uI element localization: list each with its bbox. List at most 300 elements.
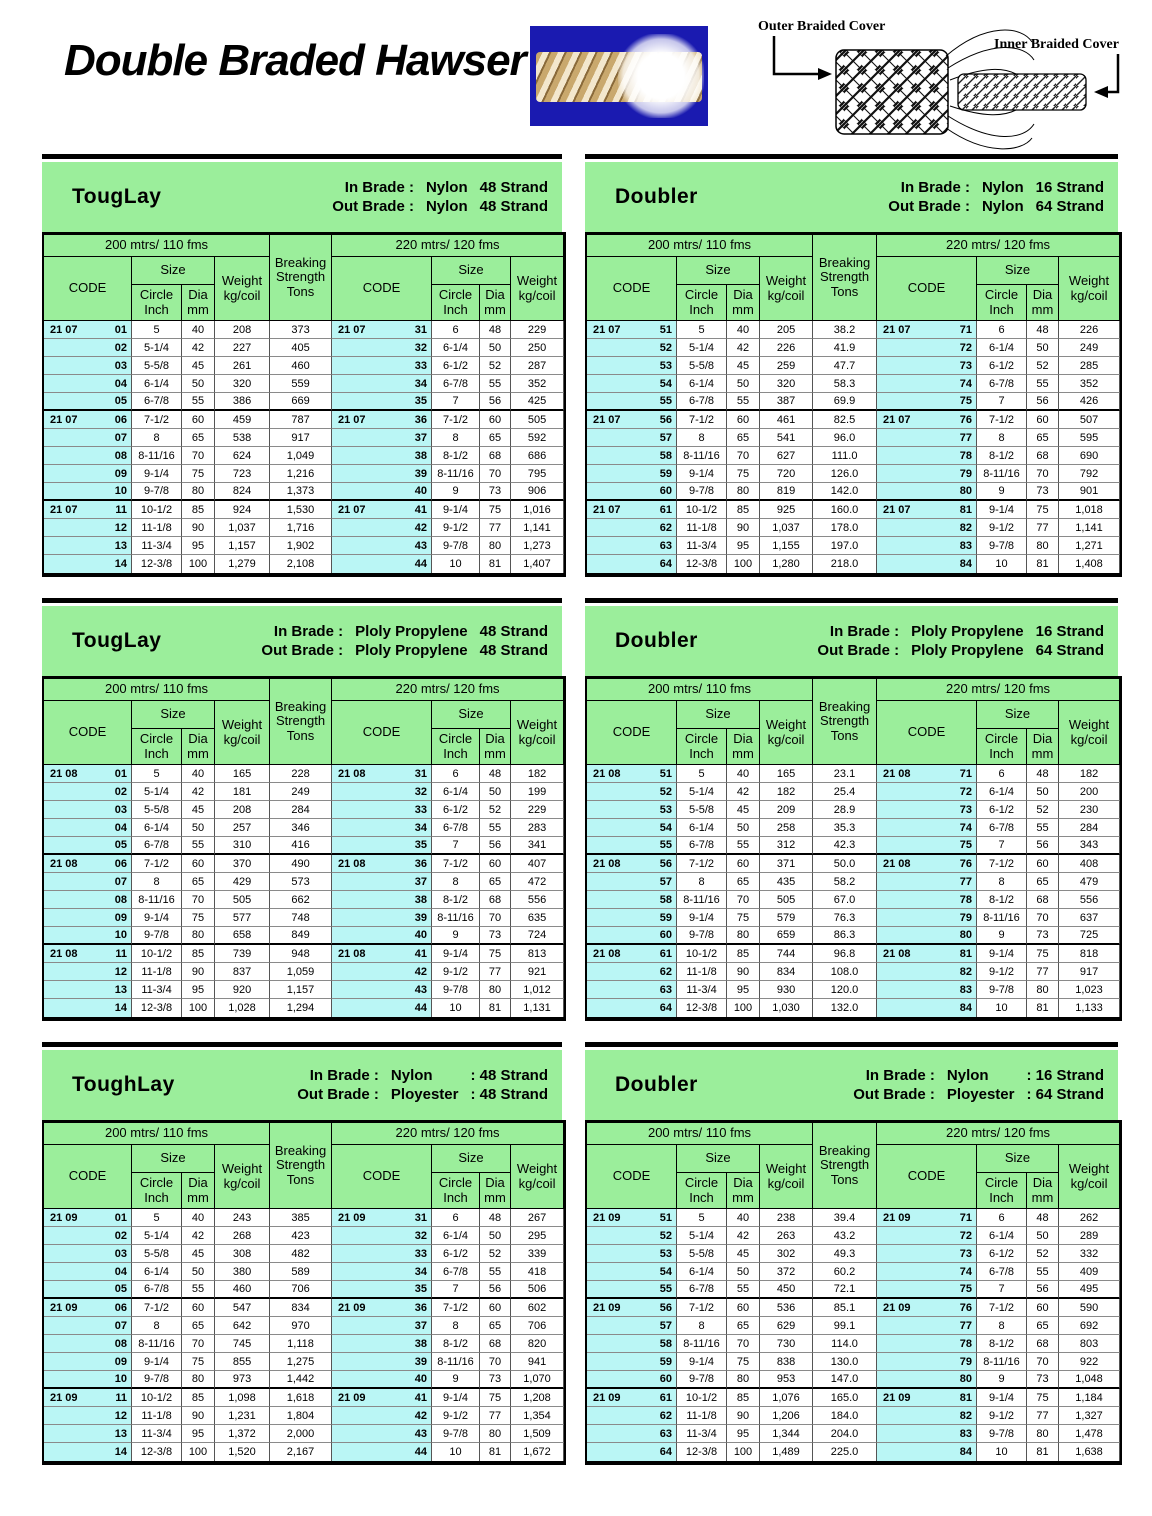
weight-cell: 855 <box>215 1353 270 1371</box>
spec-row <box>44 909 564 927</box>
code-cell <box>587 963 677 981</box>
code-cell <box>44 519 132 537</box>
code-suffix: 01 <box>114 767 127 780</box>
dia-mm-cell: 48 <box>1027 321 1059 339</box>
code-suffix: 14 <box>114 1002 127 1014</box>
weight-cell: 536 <box>760 1299 813 1317</box>
circle-inch-cell: 8-11/16 <box>977 1353 1027 1371</box>
circle-inch-cell: 11-1/8 <box>677 963 727 981</box>
dia-mm-cell: 75 <box>727 1353 760 1371</box>
code-cell <box>877 927 977 945</box>
circle-inch-cell: 7-1/2 <box>132 411 182 429</box>
code-suffix: 57 <box>659 431 672 444</box>
circle-inch-header: Circle Inch <box>432 1173 480 1209</box>
weight-cell: 579 <box>760 909 813 927</box>
code-suffix: 83 <box>959 1427 973 1440</box>
code-cell <box>587 837 677 855</box>
circle-inch-cell: 8-1/2 <box>977 447 1027 465</box>
code-cell <box>587 1353 677 1371</box>
weight-cell: 287 <box>511 357 564 375</box>
code-cell <box>332 999 432 1017</box>
code-cell <box>332 909 432 927</box>
code-suffix: 62 <box>659 965 672 978</box>
circle-inch-cell: 5-5/8 <box>677 357 727 375</box>
breaking-strength-header: Breaking Strength Tons <box>270 1123 332 1209</box>
code-suffix: 09 <box>114 911 127 924</box>
size-header: Size <box>432 1145 511 1173</box>
circle-inch-cell: 7-1/2 <box>677 855 727 873</box>
breaking-strength-cell: 228 <box>270 765 332 783</box>
dia-mm-cell: 75 <box>480 1389 511 1407</box>
code-prefix: 21 08 <box>593 767 621 780</box>
spec-row <box>587 1425 1120 1443</box>
code-suffix: 77 <box>959 431 973 444</box>
circle-inch-cell: 10-1/2 <box>132 1389 182 1407</box>
code-prefix: 21 09 <box>593 1391 621 1404</box>
dia-mm-cell: 65 <box>727 429 760 447</box>
weight-cell: 723 <box>215 465 270 483</box>
code-cell <box>877 321 977 339</box>
weight-cell: 258 <box>760 819 813 837</box>
weight-cell: 165 <box>760 765 813 783</box>
circle-inch-cell: 6-1/4 <box>677 375 727 393</box>
weight-cell: 1,327 <box>1059 1407 1120 1425</box>
code-cell <box>44 357 132 375</box>
code-cell <box>332 981 432 999</box>
breaking-strength-cell: 2,000 <box>270 1425 332 1443</box>
breaking-strength-cell: 126.0 <box>813 465 877 483</box>
table-title-band <box>585 1050 1118 1120</box>
weight-cell: 250 <box>511 339 564 357</box>
length-header-220: 220 mtrs/ 120 fms <box>332 679 564 701</box>
dia-mm-cell: 56 <box>480 837 511 855</box>
weight-header: Weight kg/coil <box>215 1145 270 1209</box>
breaking-strength-cell: 1,373 <box>270 483 332 501</box>
dia-mm-cell: 50 <box>182 1263 215 1281</box>
code-cell <box>877 1389 977 1407</box>
weight-cell: 312 <box>760 837 813 855</box>
weight-cell: 1,280 <box>760 555 813 573</box>
circle-inch-header: Circle Inch <box>977 1173 1027 1209</box>
circle-inch-cell: 8 <box>677 1317 727 1335</box>
dia-mm-cell: 60 <box>480 855 511 873</box>
code-prefix: 21 07 <box>883 323 911 336</box>
dia-mm-cell: 75 <box>182 465 215 483</box>
code-cell <box>877 981 977 999</box>
spec-row <box>587 339 1120 357</box>
code-suffix: 72 <box>959 1229 973 1242</box>
circle-inch-cell: 6 <box>977 765 1027 783</box>
spec-row <box>587 375 1120 393</box>
dia-mm-cell: 90 <box>727 963 760 981</box>
spec-row <box>587 1389 1120 1407</box>
code-cell <box>587 447 677 465</box>
product-name: ToughLay <box>72 1073 175 1096</box>
code-suffix: 74 <box>959 821 973 834</box>
code-suffix: 39 <box>414 1355 428 1368</box>
weight-cell: 930 <box>760 981 813 999</box>
size-header: Size <box>677 257 760 285</box>
breaking-strength-cell: 197.0 <box>813 537 877 555</box>
dia-mm-cell: 55 <box>727 1281 760 1299</box>
out-brade-strand: : 64 Strand <box>1026 1086 1104 1103</box>
code-cell <box>44 447 132 465</box>
weight-cell: 308 <box>215 1245 270 1263</box>
code-suffix: 43 <box>414 1427 428 1440</box>
dia-mm-cell: 56 <box>1027 1281 1059 1299</box>
circle-inch-cell: 7-1/2 <box>677 1299 727 1317</box>
breaking-strength-header: Breaking Strength Tons <box>270 679 332 765</box>
code-suffix: 09 <box>114 1355 127 1368</box>
code-cell <box>332 411 432 429</box>
code-suffix: 64 <box>659 1446 672 1458</box>
spec-row <box>587 1281 1120 1299</box>
dia-mm-cell: 70 <box>727 891 760 909</box>
weight-cell: 658 <box>215 927 270 945</box>
weight-cell: 1,489 <box>760 1443 813 1461</box>
code-cell <box>332 519 432 537</box>
out-brade-label: Out Brade : <box>297 1086 379 1103</box>
spec-row <box>587 483 1120 501</box>
braid-specs <box>261 623 548 659</box>
circle-inch-cell: 8-11/16 <box>677 447 727 465</box>
weight-cell: 380 <box>215 1263 270 1281</box>
code-cell <box>44 765 132 783</box>
spec-row <box>587 447 1120 465</box>
dia-mm-cell: 55 <box>1027 819 1059 837</box>
code-suffix: 82 <box>959 965 973 978</box>
spec-row <box>587 837 1120 855</box>
circle-inch-cell: 6-7/8 <box>677 837 727 855</box>
code-cell <box>877 801 977 819</box>
code-suffix: 12 <box>114 521 127 534</box>
code-cell <box>332 321 432 339</box>
weight-cell: 289 <box>1059 1227 1120 1245</box>
code-suffix: 02 <box>114 785 127 798</box>
breaking-strength-cell: 38.2 <box>813 321 877 339</box>
code-prefix: 21 09 <box>50 1391 78 1404</box>
breaking-strength-cell: 917 <box>270 429 332 447</box>
spec-data-table <box>585 232 1122 577</box>
dia-mm-cell: 65 <box>1027 1317 1059 1335</box>
code-cell <box>877 945 977 963</box>
code-cell <box>44 891 132 909</box>
weight-cell: 479 <box>1059 873 1120 891</box>
circle-inch-cell: 5-1/4 <box>132 1227 182 1245</box>
code-suffix: 08 <box>114 893 127 906</box>
table-title-band <box>42 162 562 232</box>
code-cell <box>877 891 977 909</box>
circle-inch-cell: 6-7/8 <box>977 375 1027 393</box>
code-suffix: 74 <box>959 377 973 390</box>
code-cell <box>587 1407 677 1425</box>
code-suffix: 07 <box>114 1319 127 1332</box>
code-suffix: 71 <box>959 323 973 336</box>
spec-row <box>587 555 1120 573</box>
weight-cell: 1,037 <box>215 519 270 537</box>
code-cell <box>877 909 977 927</box>
weight-cell: 1,141 <box>511 519 564 537</box>
weight-cell: 425 <box>511 393 564 411</box>
code-cell <box>44 1317 132 1335</box>
code-suffix: 38 <box>414 1337 428 1350</box>
weight-cell: 320 <box>760 375 813 393</box>
breaking-strength-cell: 41.9 <box>813 339 877 357</box>
code-prefix: 21 08 <box>338 767 366 780</box>
code-suffix: 58 <box>659 449 672 462</box>
code-suffix: 43 <box>414 983 428 996</box>
circle-inch-header: Circle Inch <box>132 1173 182 1209</box>
code-cell <box>877 819 977 837</box>
code-prefix: 21 07 <box>50 413 78 426</box>
code-cell <box>587 1389 677 1407</box>
code-cell <box>44 501 132 519</box>
dia-mm-cell: 45 <box>727 801 760 819</box>
code-suffix: 81 <box>959 503 973 516</box>
dia-mm-cell: 77 <box>1027 519 1059 537</box>
breaking-strength-cell: 416 <box>270 837 332 855</box>
circle-inch-cell: 5-5/8 <box>132 1245 182 1263</box>
code-cell <box>44 1443 132 1461</box>
dia-mm-cell: 100 <box>727 1443 760 1461</box>
code-prefix: 21 09 <box>593 1211 621 1224</box>
code-suffix: 72 <box>959 341 973 354</box>
dia-mm-cell: 80 <box>1027 981 1059 999</box>
circle-inch-cell: 9-7/8 <box>677 927 727 945</box>
code-cell <box>44 1389 132 1407</box>
weight-header: Weight kg/coil <box>760 1145 813 1209</box>
spec-row <box>587 1209 1120 1227</box>
dia-mm-cell: 100 <box>182 999 215 1017</box>
dia-mm-cell: 77 <box>480 1407 511 1425</box>
code-suffix: 76 <box>959 1301 973 1314</box>
code-suffix: 37 <box>414 1319 428 1332</box>
dia-mm-cell: 50 <box>182 819 215 837</box>
circle-inch-cell: 10 <box>977 555 1027 573</box>
code-suffix: 32 <box>414 1229 428 1242</box>
weight-header: Weight kg/coil <box>760 257 813 321</box>
code-suffix: 80 <box>959 485 973 497</box>
code-cell <box>877 1335 977 1353</box>
code-cell <box>587 1263 677 1281</box>
code-cell <box>877 501 977 519</box>
code-suffix: 03 <box>114 1247 127 1260</box>
circle-inch-cell: 6 <box>432 765 480 783</box>
dia-mm-header: Dia mm <box>1027 285 1059 321</box>
circle-inch-cell: 7-1/2 <box>677 411 727 429</box>
code-cell <box>44 483 132 501</box>
code-cell <box>877 1371 977 1389</box>
breaking-strength-cell: 204.0 <box>813 1425 877 1443</box>
code-suffix: 63 <box>659 539 672 552</box>
dia-mm-cell: 60 <box>727 855 760 873</box>
code-cell <box>587 537 677 555</box>
weight-cell: 426 <box>1059 393 1120 411</box>
circle-inch-header: Circle Inch <box>432 285 480 321</box>
spec-row <box>44 357 564 375</box>
dia-mm-cell: 77 <box>480 963 511 981</box>
dia-mm-header: Dia mm <box>727 729 760 765</box>
spec-row <box>587 429 1120 447</box>
weight-cell: 495 <box>1059 1281 1120 1299</box>
code-cell <box>44 429 132 447</box>
weight-cell: 429 <box>215 873 270 891</box>
circle-inch-cell: 6-1/4 <box>432 783 480 801</box>
breaking-strength-cell: 834 <box>270 1299 332 1317</box>
weight-cell: 1,509 <box>511 1425 564 1443</box>
circle-inch-cell: 8-11/16 <box>432 1353 480 1371</box>
code-cell <box>587 411 677 429</box>
dia-mm-cell: 42 <box>182 783 215 801</box>
code-cell <box>44 1335 132 1353</box>
dia-mm-cell: 55 <box>480 375 511 393</box>
weight-cell: 556 <box>511 891 564 909</box>
in-brade-strand: 48 Strand <box>479 179 548 196</box>
code-cell <box>44 1209 132 1227</box>
code-suffix: 56 <box>659 413 672 426</box>
weight-cell: 837 <box>215 963 270 981</box>
dia-mm-cell: 100 <box>727 555 760 573</box>
code-suffix: 83 <box>959 539 973 552</box>
weight-cell: 320 <box>215 375 270 393</box>
dia-mm-cell: 60 <box>727 411 760 429</box>
spec-row <box>587 891 1120 909</box>
weight-cell: 941 <box>511 1353 564 1371</box>
out-brade-strand: 48 Strand <box>479 642 548 659</box>
divider <box>42 1042 562 1047</box>
breaking-strength-cell: 1,716 <box>270 519 332 537</box>
weight-cell: 834 <box>760 963 813 981</box>
circle-inch-cell: 10-1/2 <box>132 501 182 519</box>
dia-mm-cell: 68 <box>480 891 511 909</box>
circle-inch-cell: 8-1/2 <box>977 891 1027 909</box>
circle-inch-cell: 6 <box>977 321 1027 339</box>
dia-mm-cell: 50 <box>480 339 511 357</box>
circle-inch-cell: 10 <box>432 555 480 573</box>
dia-mm-cell: 42 <box>727 783 760 801</box>
dia-mm-cell: 75 <box>1027 945 1059 963</box>
dia-mm-cell: 55 <box>182 837 215 855</box>
divider <box>585 154 1118 159</box>
circle-inch-cell: 12-3/8 <box>677 555 727 573</box>
breaking-strength-cell: 948 <box>270 945 332 963</box>
weight-cell: 285 <box>1059 357 1120 375</box>
spec-data-table <box>585 676 1122 1021</box>
weight-cell: 1,372 <box>215 1425 270 1443</box>
code-suffix: 01 <box>114 1211 127 1224</box>
code-cell <box>587 501 677 519</box>
circle-inch-cell: 5 <box>677 765 727 783</box>
code-suffix: 33 <box>414 803 428 816</box>
weight-cell: 181 <box>215 783 270 801</box>
size-header: Size <box>432 257 511 285</box>
product-name: Doubler <box>615 629 698 652</box>
dia-mm-cell: 52 <box>480 801 511 819</box>
code-suffix: 57 <box>659 1319 672 1332</box>
weight-cell: 1,098 <box>215 1389 270 1407</box>
circle-inch-cell: 8 <box>132 873 182 891</box>
dia-mm-cell: 48 <box>1027 765 1059 783</box>
weight-cell: 408 <box>1059 855 1120 873</box>
length-header-200: 200 mtrs/ 110 fms <box>587 235 813 257</box>
weight-cell: 824 <box>215 483 270 501</box>
circle-inch-cell: 8-11/16 <box>677 891 727 909</box>
rope-fuzz-graphic <box>618 34 704 118</box>
breaking-strength-cell: 787 <box>270 411 332 429</box>
dia-mm-cell: 85 <box>727 945 760 963</box>
dia-mm-cell: 70 <box>480 1353 511 1371</box>
dia-mm-cell: 73 <box>1027 927 1059 945</box>
weight-cell: 208 <box>215 321 270 339</box>
dia-mm-cell: 81 <box>480 555 511 573</box>
circle-inch-cell: 6-7/8 <box>977 819 1027 837</box>
in-brade-strand: : 16 Strand <box>1026 1067 1104 1084</box>
weight-cell: 1,407 <box>511 555 564 573</box>
dia-mm-cell: 55 <box>182 393 215 411</box>
weight-cell: 249 <box>1059 339 1120 357</box>
weight-header: Weight kg/coil <box>1059 701 1120 765</box>
spec-row <box>44 1353 564 1371</box>
dia-mm-cell: 80 <box>480 981 511 999</box>
code-cell <box>587 357 677 375</box>
divider <box>42 598 562 603</box>
code-cell <box>44 981 132 999</box>
circle-inch-cell: 5 <box>132 765 182 783</box>
spec-table-doubler-polypropylene <box>585 598 1118 1021</box>
circle-inch-cell: 8 <box>677 429 727 447</box>
code-suffix: 60 <box>659 1373 672 1385</box>
weight-cell: 459 <box>215 411 270 429</box>
circle-inch-cell: 8 <box>977 429 1027 447</box>
out-brade-material: Nylon <box>425 198 468 215</box>
code-cell <box>587 339 677 357</box>
code-cell <box>587 1299 677 1317</box>
code-cell <box>332 1389 432 1407</box>
circle-inch-cell: 8 <box>677 873 727 891</box>
code-suffix: 33 <box>414 1247 428 1260</box>
breaking-strength-cell: 373 <box>270 321 332 339</box>
spec-row <box>587 1263 1120 1281</box>
weight-cell: 725 <box>1059 927 1120 945</box>
code-cell <box>587 783 677 801</box>
page-title: Double Braded Hawser <box>64 36 526 85</box>
breaking-strength-cell: 1,902 <box>270 537 332 555</box>
table-title-band <box>42 606 562 676</box>
weight-cell: 1,131 <box>511 999 564 1017</box>
breaking-strength-cell: 2,167 <box>270 1443 332 1461</box>
spec-row <box>44 483 564 501</box>
spec-row <box>587 945 1120 963</box>
in-brade-label: In Brade : <box>829 623 900 640</box>
weight-header: Weight kg/coil <box>511 257 564 321</box>
code-prefix: 21 07 <box>338 323 366 336</box>
code-cell <box>332 339 432 357</box>
dia-mm-header: Dia mm <box>727 1173 760 1209</box>
spec-row <box>44 1281 564 1299</box>
code-suffix: 31 <box>414 1211 428 1224</box>
breaking-strength-cell: 23.1 <box>813 765 877 783</box>
code-suffix: 55 <box>659 395 672 407</box>
spec-row <box>587 1317 1120 1335</box>
spec-row <box>587 519 1120 537</box>
dia-mm-cell: 50 <box>182 375 215 393</box>
circle-inch-cell: 9 <box>977 927 1027 945</box>
dia-mm-cell: 100 <box>182 555 215 573</box>
circle-inch-cell: 9-7/8 <box>132 927 182 945</box>
code-cell <box>587 519 677 537</box>
weight-cell: 1,271 <box>1059 537 1120 555</box>
weight-cell: 243 <box>215 1209 270 1227</box>
